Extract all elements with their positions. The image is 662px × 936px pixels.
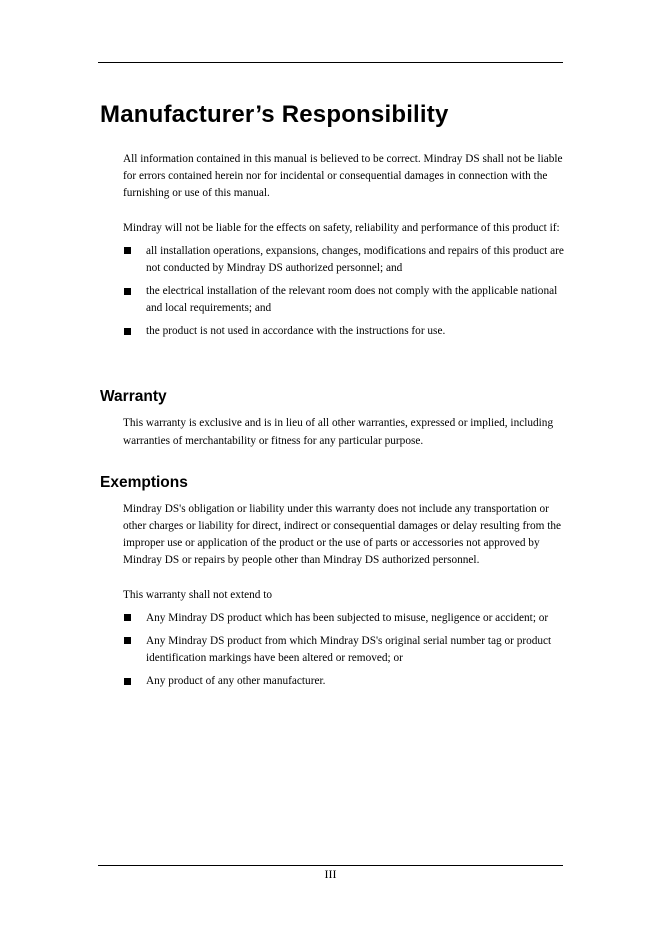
page-content [100,98,570,696]
intro-bullet-list [123,243,570,341]
exemptions-paragraph-1: Mindray DS's obligation or liability under this warranty does not include any transportation or other charges or liability for direct, indirect or consequential damages or delay resulting from the improper use or application of the product or the use of parts or accessories not approved by Mindray DS or repairs by people other than Mindray DS authorized personnel. [123,502,562,567]
list-item-text: the product is not used in accordance with the instructions for use. [146,325,446,338]
list-item [123,283,570,317]
list-item [123,243,570,277]
list-item [123,633,570,667]
exemptions-heading: Exemptions [100,473,188,491]
intro-paragraph-2: Mindray will not be liable for the effects on safety, reliability and performance of this product if: [123,221,560,234]
intro-paragraph-1: All information contained in this manual is believed to be correct. Mindray DS shall not be liable for errors contained herein nor for incidental or consequential damages in connection with the furnishing or use of this manual. [123,153,563,200]
list-item-text: Any Mindray DS product from which Mindray DS's original serial number tag or product identification markings have been altered or removed; or [146,634,552,665]
list-item-text: Any product of any other manufacturer. [146,675,326,688]
footer-rule [98,865,563,866]
square-bullet-icon [124,614,131,621]
warranty-heading: Warranty [100,388,167,406]
page-title: Manufacturer’s Responsibility [100,101,449,128]
square-bullet-icon [124,637,131,644]
exemptions-bullet-list [123,610,570,690]
warranty-paragraph: This warranty is exclusive and is in lieu of all other warranties, expressed or implied, including warranties of merchantability or fitness for any particular purpose. [123,417,554,447]
list-item [123,323,570,340]
square-bullet-icon [124,678,131,685]
exemptions-paragraph-2: This warranty shall not extend to [123,588,273,601]
list-item [123,610,570,627]
square-bullet-icon [124,247,131,254]
list-item-text: the electrical installation of the relevant room does not comply with the applicable national and local requirements; and [146,285,558,315]
square-bullet-icon [124,288,131,295]
page-number: III [324,867,337,881]
square-bullet-icon [124,328,131,335]
list-item-text: all installation operations, expansions, changes, modifications and repairs of this product are not conducted by Mindray DS authorized personnel; and [146,244,564,275]
header-rule [98,62,563,63]
list-item-text: Any Mindray DS product which has been subjected to misuse, negligence or accident; or [146,611,549,624]
list-item [123,673,570,690]
